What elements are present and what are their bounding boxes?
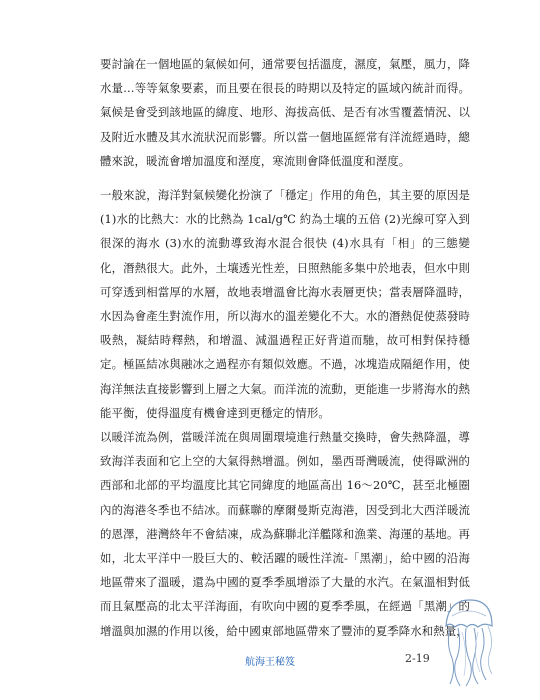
paragraph-warm-current: 以暖洋流為例，當暖洋流在與周圍環境進行熱量交換時，會失熱降溫，導致海洋表面和它上空的大氣得熱增溫。例如，墨西哥灣暖流，使得歐洲的西部和北部的平均溫度比其它同緯度的地區高出 16～20℃，甚至北極圈內的海港冬季也不結冰。而蘇聯的摩爾曼斯克海港，因受到北大西洋暖流的恩澤，港灣終年不會結凍，成為蘇聯北洋艦隊和漁業、海運的基地。再如，北太平洋中一股巨大的、較活躍的暖性洋流-「黑潮」，給中國的沿海地區帶來了溫暖，還為中國的夏季季風增添了大量的水汽。在氣溫相對低而且氣壓高的北太平洋海面，有吹向中國的夏季季風，在經過「黑潮」的增溫與加濕的作用以後，給中國東部地區帶來了豐沛的夏季降水和熱量， [100, 430, 470, 638]
paragraph-ocean-stability: 一般來說，海洋對氣候變化扮演了「穩定」作用的角色，其主要的原因是 (1)水的比熱大：水的比熱為 1cal/g℃ 約為土壤的五倍 (2)光線可穿入到很深的海水 (3)水的流動導致海水混合很快 (4)水具有「相」的三態變化，潛熱很大。此外，土壤透光性差，日照熱能多集中於地表，但水中則可穿透到相當厚的水層，故地表增溫會比海水表層更快；當表層降溫時，水因為會產生對流作用，所以海水的溫差變化不大。水的潛熱促使蒸發時吸熱，凝結時釋熱，和增溫、減溫過程正好背道而馳，故可相對保持穩定。極區結冰與融冰之過程亦有類似效應。不過，冰塊造成隔絕作用，使海洋無法直接影響到上層之大氣。而洋流的流動，更能進一步將海水的熱能平衡，使得溫度有機會達到更穩定的情形。 [100, 188, 470, 420]
body-text [100, 52, 470, 643]
paragraph-climate-factors: 要討論在一個地區的氣候如何，通常要包括溫度，濕度，氣壓，風力，降水量…等等氣象要素，而且要在很長的時期以及特定的區域內統計而得。氣候是會受到該地區的緯度、地形、海拔高低、是否有冰雪覆蓋情況、以及附近水體及其水流狀況而影響。所以當一個地區經常有洋流經過時，總體來說，暖流會增加溫度和溼度，寒流則會降低溫度和溼度。 [100, 57, 470, 168]
page-number: 2-19 [405, 652, 430, 665]
footer-title: 航海王秘笈 [245, 657, 295, 668]
jellyfish-icon [438, 596, 498, 688]
